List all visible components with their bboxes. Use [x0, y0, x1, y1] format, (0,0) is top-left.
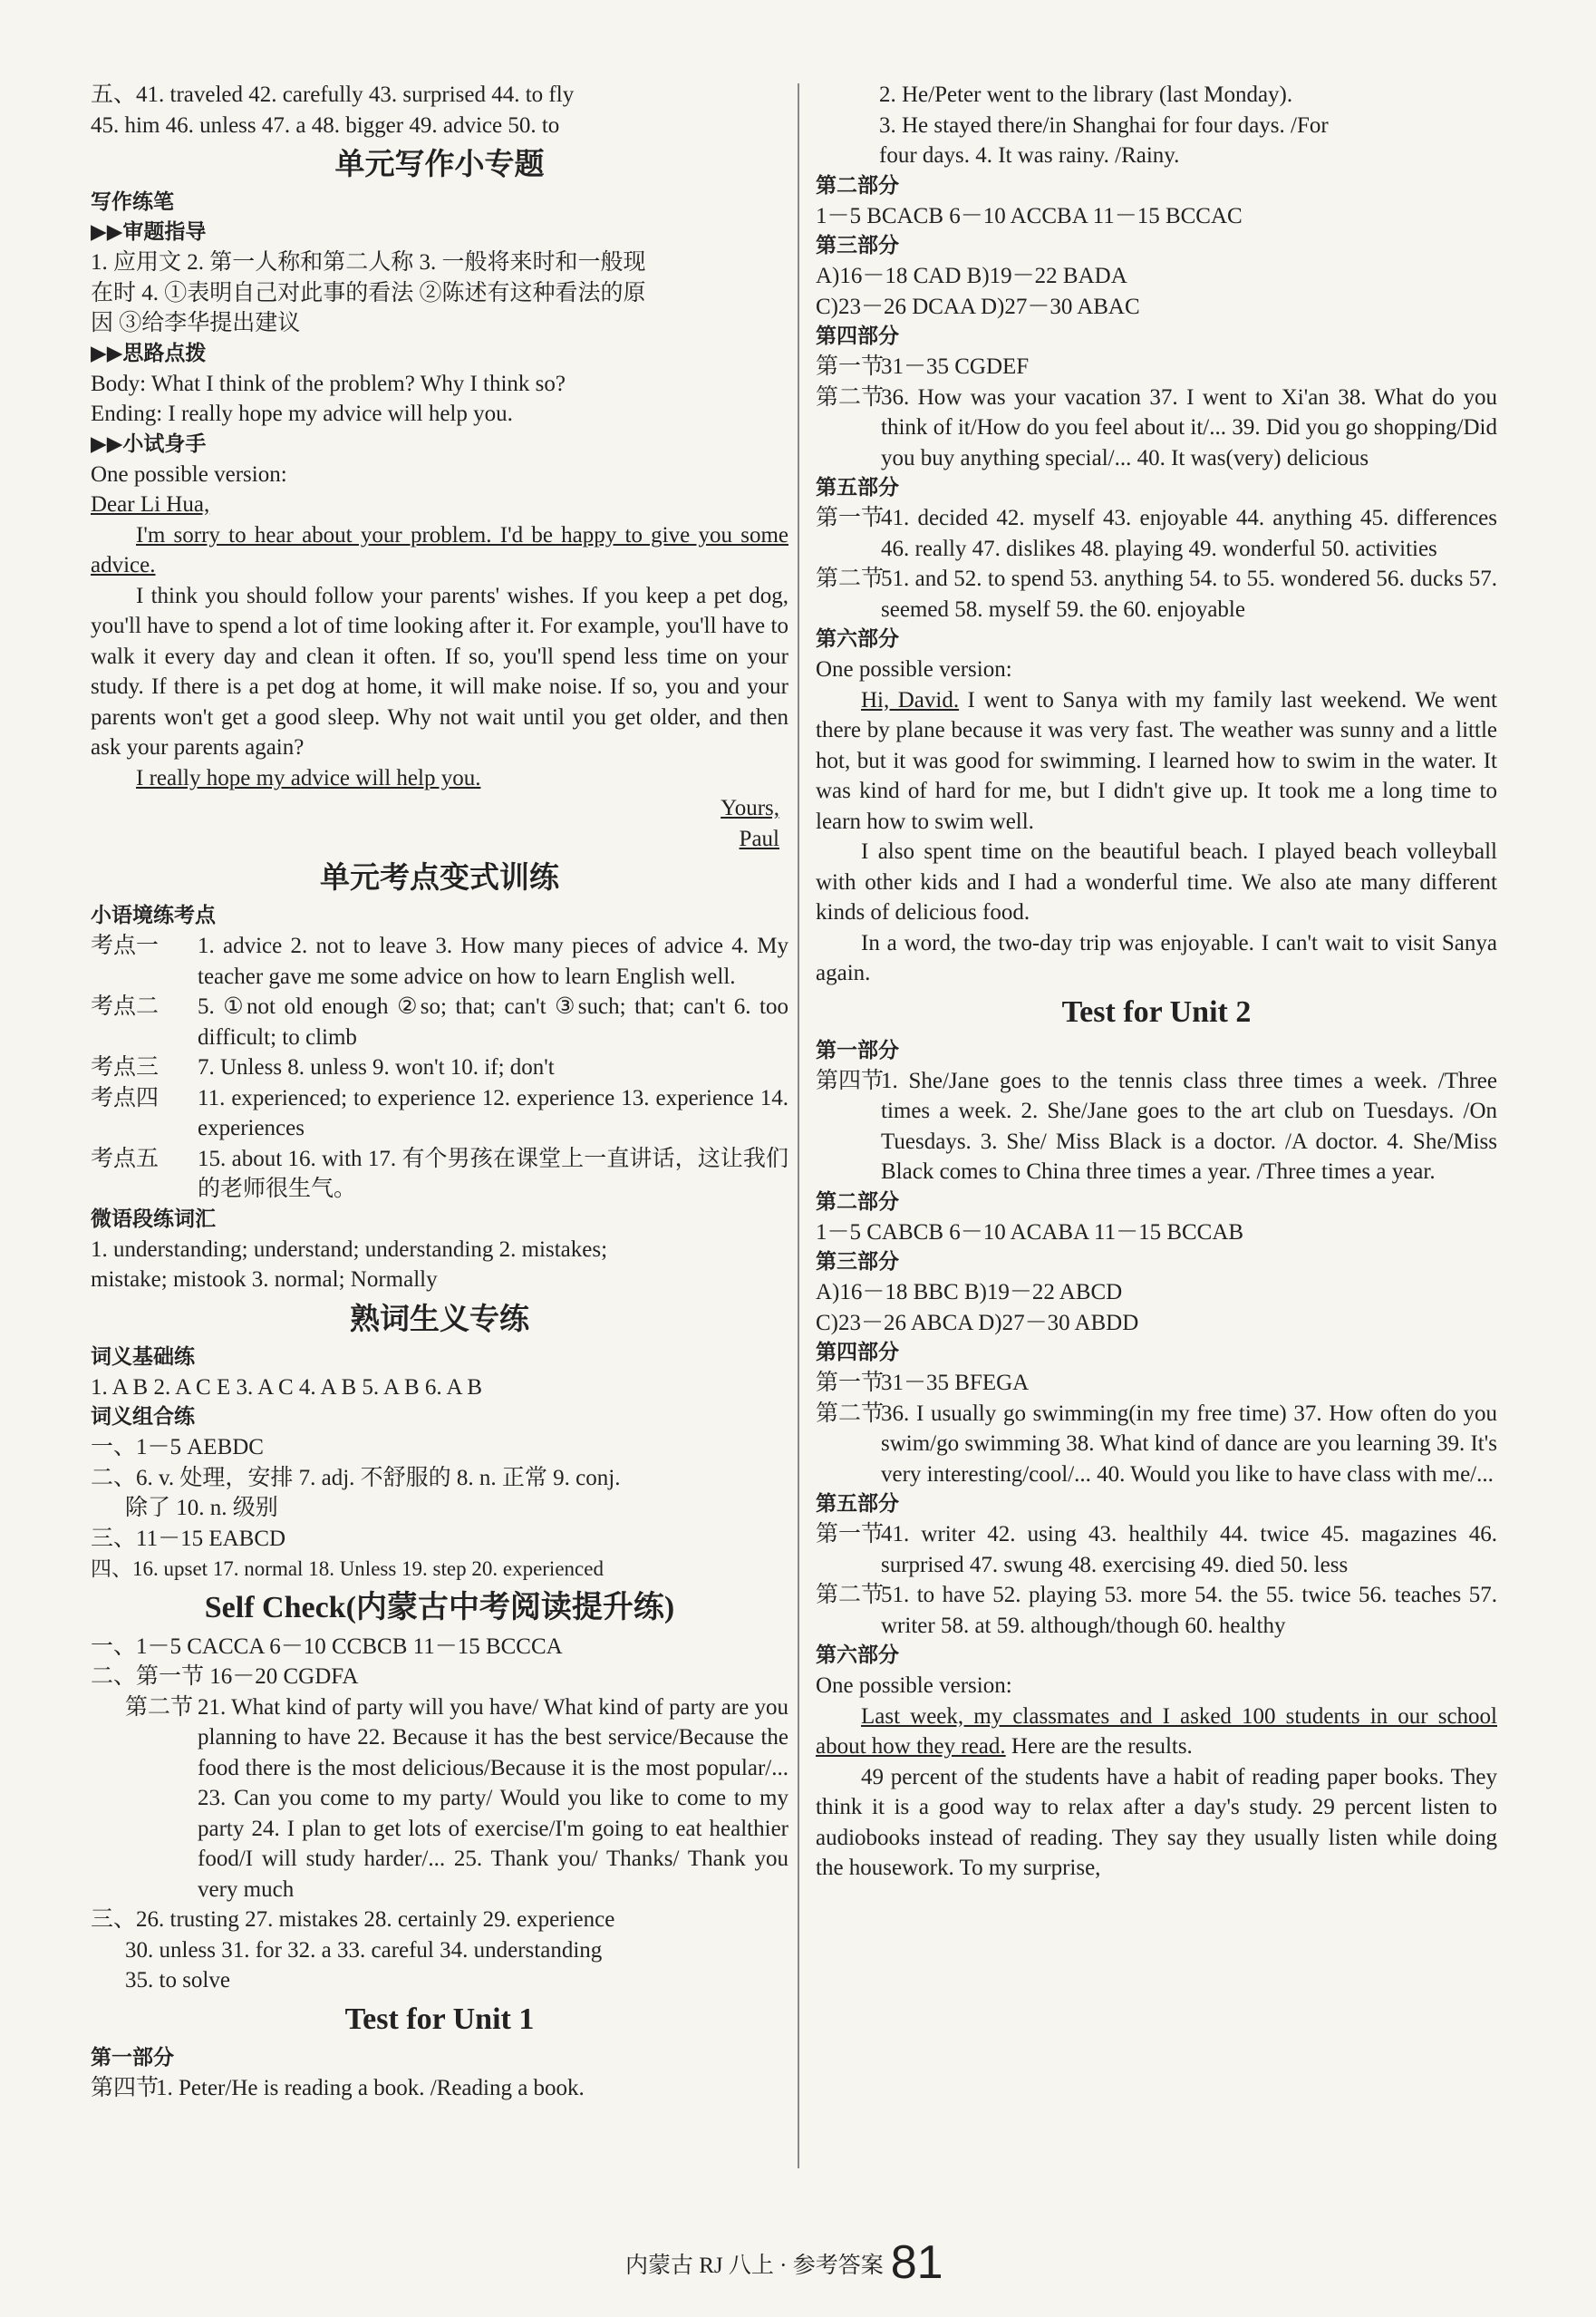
answer-line: 三、11－15 EABCD [91, 1526, 286, 1551]
subheading: 词义基础练 [91, 1344, 195, 1369]
answer-line: 一、1－5 CACCA 6－10 CCBCB 11－15 BCCCA [91, 1634, 563, 1659]
part-heading: 第四部分 [816, 325, 899, 348]
section-title-selfcheck: Self Check(内蒙古中考阅读提升练) [204, 1590, 675, 1624]
kaodian-label: 考点五 [91, 1146, 160, 1171]
page-number: 81 [890, 2236, 943, 2289]
answer-line: 1. understanding; understand; understanding 2. mistakes; [91, 1236, 608, 1262]
part-heading: 第五部分 [816, 476, 899, 499]
kaodian-answers: 11. experienced; to experience 12. experience 13. experience 14. experiences [198, 1085, 788, 1140]
answer-line: mistake; mistook 3. normal; Normally [91, 1267, 438, 1292]
section-title-familiar: 熟词生义专练 [350, 1300, 529, 1336]
version-label: One possible version: [816, 1673, 1012, 1698]
subheading: 写作练笔 [91, 190, 174, 214]
subheading: 小语境练考点 [91, 904, 216, 927]
part-heading: 第一部分 [816, 1038, 899, 1062]
letter-closing: Yours, [721, 796, 779, 820]
essay-greeting: Hi, David. [861, 687, 960, 713]
kaodian-answers: 1. advice 2. not to leave 3. How many pieces of advice 4. My teacher gave me some advice on how to learn English well. [198, 934, 788, 989]
answer-line: 1. A B 2. A C E 3. A C 4. A B 5. A B 6. A B [91, 1374, 483, 1400]
letter-signature: Paul [739, 826, 779, 851]
part-heading: 第四部分 [816, 1341, 899, 1364]
section-answers: 1. Peter/He is reading a book. /Reading a book. [156, 2075, 585, 2100]
subheading: 词义组合练 [91, 1405, 195, 1429]
column-divider [798, 83, 799, 2168]
answer-line: 五、41. traveled 42. carefully 43. surprised 44. to fly [91, 82, 575, 107]
essay-paragraph-tail: Here are the results. [1005, 1734, 1193, 1759]
section-row [91, 2073, 788, 2104]
essay-paragraph: In a word, the two-day trip was enjoyable. I can't wait to visit Sanya again. [816, 930, 1497, 985]
answer-line: 三、26. trusting 27. mistakes 28. certainly 29. experience [91, 1907, 615, 1932]
kaodian-label: 考点四 [91, 1085, 160, 1110]
part-heading: 第三部分 [816, 234, 899, 257]
section-answers: 1. She/Jane goes to the tennis class three times a week. /Three times a week. 2. She/Jane goes to the art club on Tuesdays. /On Tuesdays. 3. She/ Miss Black is a doctor. /A doctor. 4. She/Miss Black comes to China three times a year. /Three times a year. [881, 1068, 1497, 1184]
section-row [816, 352, 1497, 383]
part-heading: 第六部分 [816, 627, 899, 651]
outline-ending: Ending: I really hope my advice will help you. [91, 402, 513, 426]
section-answers: 21. What kind of party will you have/ What kind of party are you planning to have 22. Because it has the best service/Because the food there is the most delicious/Because it is the most popular/... 23. Can you come to my party/ Would you like to come to my party 24. I plan to get lots of exercise/I'm going to eat healthier food/I will study harder/... 25. Thank you/ Thanks/ Thank you very much [198, 1694, 788, 1902]
version-label: One possible version: [816, 657, 1012, 682]
letter-greeting: Dear Li Hua, [91, 492, 210, 517]
answer-line: 1－5 BCACB 6－10 ACCBA 11－15 BCCAC [816, 203, 1243, 228]
section-label: 第二节 [816, 1583, 885, 1607]
section-title-variant: 单元考点变式训练 [320, 859, 559, 895]
part-heading: 第一部分 [91, 2045, 174, 2070]
section-row [816, 503, 1497, 564]
subheading: ▶▶审题指导 [91, 220, 207, 244]
answer-line: 一、1－5 AEBDC [91, 1435, 264, 1459]
footer-label: 内蒙古 RJ 八上 · 参考答案 [625, 2254, 884, 2278]
section-answers: 31－35 BFEGA [881, 1371, 1030, 1395]
section-title-test2: Test for Unit 2 [1061, 994, 1252, 1029]
section-label: 第二节 [125, 1694, 194, 1720]
answer-line: 1－5 CABCB 6－10 ACABA 11－15 BCCAB [816, 1219, 1244, 1245]
essay-paragraph: 49 percent of the students have a habit of reading paper books. They think it is a good way to relax after a day's study. 29 percent listen to audiobooks instead of reading. They say they usually listen while doing the housework. To my surprise, [816, 1764, 1497, 1880]
kaodian-answers: 15. about 16. with 17. 有个男孩在课堂上一直讲话，这让我们的老师很生气。 [198, 1146, 788, 1201]
section-row [816, 1368, 1497, 1399]
subheading: 微语段练词汇 [91, 1207, 216, 1231]
section-row [816, 1066, 1497, 1188]
subheading: ▶▶小试身手 [91, 431, 207, 456]
kaodian-row [91, 1052, 788, 1083]
version-label: One possible version: [91, 461, 287, 487]
answer-line: C)23－26 DCAA D)27－30 ABAC [816, 294, 1140, 319]
section-answers: 31－35 CGDEF [881, 354, 1030, 379]
section-row [816, 1580, 1497, 1641]
answer-line: 二、第一节 16－20 CGDFA [91, 1664, 359, 1689]
letter-paragraph: I really hope my advice will help you. [136, 765, 481, 790]
section-answers: 51. to have 52. playing 53. more 54. the 55. twice 56. teaches 57. writer 58. at 59. although/though 60. healthy [881, 1583, 1497, 1638]
section-label: 第二节 [816, 1401, 885, 1426]
part-heading: 第六部分 [816, 1643, 899, 1667]
section-title-writing: 单元写作小专题 [334, 146, 545, 181]
kaodian-row [91, 1083, 788, 1144]
answer-line: A)16－18 CAD B)19－22 BADA [816, 264, 1127, 288]
section-answers: 41. decided 42. myself 43. enjoyable 44. anything 45. differences 46. really 47. dislikes 48. playing 49. wonderful 50. activities [881, 506, 1497, 561]
answer-line: 四、16. upset 17. normal 18. Unless 19. step 20. experienced [91, 1557, 604, 1580]
section-label: 第二节 [816, 384, 885, 410]
kaodian-row [91, 992, 788, 1052]
outline-body: Body: What I think of the problem? Why I think so? [91, 371, 566, 396]
answer-line: 除了 10. n. 级别 [125, 1496, 278, 1520]
essay-paragraph: I also spent time on the beautiful beach. I played beach volleyball with other kids and I had a wonderful time. We also ate many different kinds of delicious food. [816, 839, 1497, 925]
section-row [816, 1399, 1497, 1490]
kaodian-row [91, 1144, 788, 1205]
kaodian-label: 考点一 [91, 934, 160, 958]
section-label: 第一节 [816, 506, 885, 530]
page-footer [625, 2236, 943, 2289]
section-answers: 51. and 52. to spend 53. anything 54. to 55. wondered 56. ducks 57. seemed 58. myself 59. the 60. enjoyable [881, 567, 1497, 622]
answer-line: 45. him 46. unless 47. a 48. bigger 49. advice 50. to [91, 112, 560, 138]
kaodian-row [91, 931, 788, 992]
letter-paragraph: I think you should follow your parents' wishes. If you keep a pet dog, you'll have to spend a lot of time looking after it. For example, you'll have to walk it every day and clean it often. If so, you'll spend less time on your study. If there is a pet dog at home, it will make noise. If so, you and your parents won't get a good sleep. Why not wait until you get older, and then ask your parents again? [91, 583, 788, 760]
section-label: 第四节 [816, 1068, 885, 1093]
part-heading: 第二部分 [816, 173, 899, 198]
section-label: 第一节 [816, 1371, 885, 1395]
answer-line: 30. unless 31. for 32. a 33. careful 34. understanding [125, 1937, 603, 1963]
subheading: ▶▶思路点拨 [91, 341, 207, 365]
kaodian-label: 考点二 [91, 994, 160, 1019]
kaodian-answers: 5. ①not old enough ②so; that; can't ③such; that; can't 6. too difficult; to climb [198, 994, 788, 1050]
section-row [816, 383, 1497, 474]
answer-line: 1. 应用文 2. 第一人称和第二人称 3. 一般将来时和一般现 [91, 250, 646, 275]
left-column [91, 80, 788, 2103]
essay-paragraph: Last week, my classmates and I asked 100 students in our school about how they read. [816, 1703, 1497, 1759]
section-answers: 36. How was your vacation 37. I went to Xi'an 38. What do you think of it/How do you feel about it/... 39. Did you go shopping/Did you buy anything special/... 40. It was(very) delicious [881, 384, 1497, 470]
section-answers: 36. I usually go swimming(in my free time) 37. How often do you swim/go swimming 38. What kind of dance are you learning 39. It's very interesting/cool/... 40. Would you like to have class with me/... [881, 1401, 1497, 1487]
part-heading: 第五部分 [816, 1492, 899, 1516]
kaodian-label: 考点三 [91, 1055, 160, 1080]
letter-paragraph: I'm sorry to hear about your problem. I'd be happy to give you some advice. [91, 522, 788, 577]
section-row [91, 1692, 788, 1905]
essay-paragraph: I went to Sanya with my family last weekend. We went there by plane because it was very fast. The weather was sunny and a little hot, but it was good for swimming. I learned how to swim in the water. It was kind of hard for me, but I didn't give up. It took me a long time to learn how to swim well. [816, 687, 1497, 834]
kaodian-answers: 7. Unless 8. unless 9. won't 10. if; don't [198, 1055, 555, 1080]
section-row [816, 1519, 1497, 1580]
section-label: 第二节 [816, 567, 885, 591]
section-label: 第四节 [91, 2075, 160, 2100]
part-heading: 第三部分 [816, 1250, 899, 1274]
answer-line: 2. He/Peter went to the library (last Monday). [879, 82, 1293, 107]
answer-line: 3. He stayed there/in Shanghai for four days. /For [879, 112, 1329, 138]
answer-line: A)16－18 BBC B)19－22 ABCD [816, 1280, 1123, 1304]
answer-line: C)23－26 ABCA D)27－30 ABDD [816, 1310, 1139, 1335]
section-label: 第一节 [816, 354, 885, 379]
answer-line: four days. 4. It was rainy. /Rainy. [879, 143, 1180, 168]
section-title-test1: Test for Unit 1 [344, 2002, 535, 2036]
part-heading: 第二部分 [816, 1189, 899, 1214]
answer-line: 35. to solve [125, 1968, 230, 1992]
section-answers: 41. writer 42. using 43. healthily 44. twice 45. magazines 46. surprised 47. swung 48. exercising 49. died 50. less [881, 1522, 1497, 1577]
section-label: 第一节 [816, 1522, 885, 1546]
answer-line: 因 ③给李华提出建议 [91, 311, 301, 335]
answer-line: 二、6. v. 处理，安排 7. adj. 不舒服的 8. n. 正常 9. conj. [91, 1465, 621, 1490]
right-column [816, 80, 1497, 1884]
answer-line: 在时 4. ①表明自己对此事的看法 ②陈述有这种看法的原 [91, 280, 646, 305]
section-row [816, 564, 1497, 625]
